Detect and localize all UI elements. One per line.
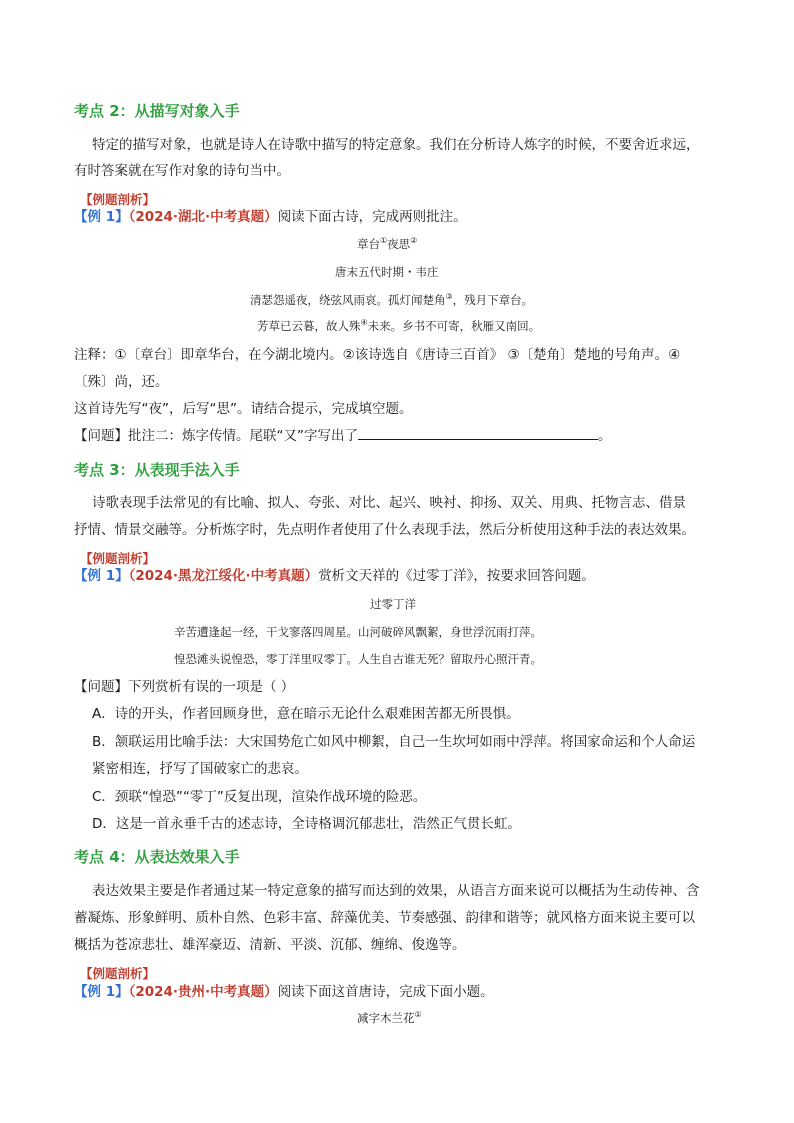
note-line: 注释：①〔章台〕即章华台，在今湖北境内。②该诗选自《唐诗三百首》 ③〔楚角〕楚地的号角声。④ (74, 347, 681, 363)
example-source: （2024·黑龙江绥化·中考真题） (128, 568, 319, 584)
paragraph-line: 蓄凝炼、形象鲜明、质朴自然、色彩丰富、辞藻优美、节奏感强、韵律和谐等；就风格方面来说主要可以 (74, 910, 695, 926)
poem-title: 章台①夜思② (357, 236, 418, 251)
option-b-continued: 紧密相连，抒写了国破家亡的悲哀。 (92, 761, 308, 777)
case-analysis-label: 【例题剖析】 (80, 192, 156, 207)
example-text: 赏析文天祥的《过零丁洋》，按要求回答问题。 (318, 568, 595, 584)
example-text: 阅读下面古诗，完成两则批注。 (277, 209, 467, 225)
note-line: 〔殊〕尚，还。 (74, 374, 169, 390)
paragraph-line: 诗歌表现手法常见的有比喻、拟人、夸张、对比、起兴、映衬、抑扬、双关、用典、托物言志、借景 (92, 495, 686, 511)
poem-title: 过零丁洋 (370, 597, 416, 611)
paragraph-line: 特定的描写对象，也就是诗人在诗歌中描写的特定意象。我们在分析诗人炼字的时候，不要舍近求远， (92, 137, 700, 153)
poem-title: 减字木兰花① (357, 1010, 422, 1025)
option-b[interactable]: B．颔联运用比喻手法：大宋国势危亡如风中柳絮，自己一生坎坷如雨中浮萍。将国家命运和个人命运 (92, 734, 696, 750)
answer-blank[interactable] (358, 427, 598, 440)
option-d[interactable]: D．这是一首永垂千古的述志诗，全诗格调沉郁悲壮，浩然正气贯长虹。 (92, 816, 521, 832)
example-text: 阅读下面这首唐诗，完成下面小题。 (277, 984, 494, 1000)
poem-author: 唐末五代时期・韦庄 (335, 265, 439, 279)
example-number: 【例 1】 (74, 984, 129, 1000)
paragraph-line: 概括为苍凉悲壮、雄浑豪迈、清新、平淡、沉郁、缠绵、俊逸等。 (74, 937, 466, 953)
example-line (74, 566, 595, 586)
poem-line: 辛苦遭逢起一经，干戈寥落四周星。山河破碎风飘絮，身世浮沉雨打萍。 (174, 625, 542, 639)
paragraph-line: 抒情、情景交融等。分析炼字时，先点明作者使用了什么表现手法，然后分析使用这种手法的表达效果。 (74, 522, 695, 538)
example-number: 【例 1】 (74, 568, 129, 584)
example-source: （2024·贵州·中考真题） (128, 984, 278, 1000)
example-line (74, 982, 494, 1002)
section-heading-3: 考点 3：从表现手法入手 (74, 461, 240, 479)
paragraph-line: 表达效果主要是作者通过某一特定意象的描写而达到的效果，从语言方面来说可以概括为生动传神、含 (92, 883, 700, 899)
paragraph-line: 有时答案就在写作对象的诗句当中。 (74, 163, 290, 179)
poem-line: 清瑟怨遥夜，绕弦风雨哀。孤灯闻楚角③，残月下章台。 (250, 292, 534, 307)
question-line: 【问题】批注二：炼字传情。尾联“又”字写出了 。 (74, 428, 612, 444)
note-line: 这首诗先写“夜”，后写“思”。请结合提示，完成填空题。 (74, 401, 413, 417)
case-analysis-label: 【例题剖析】 (80, 966, 156, 981)
section-heading-4: 考点 4：从表达效果入手 (74, 848, 240, 866)
option-c[interactable]: C．颈联“惶恐”“零丁”反复出现，渲染作战环境的险恶。 (92, 789, 427, 805)
section-heading-2: 考点 2：从描写对象入手 (74, 102, 240, 120)
poem-line: 芳草已云暮，故人殊④未来。乡书不可寄，秋雁又南回。 (257, 318, 541, 333)
example-source: （2024·湖北·中考真题） (128, 209, 278, 225)
example-number: 【例 1】 (74, 209, 129, 225)
option-a[interactable]: A．诗的开头，作者回顾身世，意在暗示无论什么艰难困苦都无所畏惧。 (92, 706, 520, 722)
example-line (74, 207, 467, 227)
poem-line: 惶恐滩头说惶恐，零丁洋里叹零丁。人生自古谁无死？留取丹心照汗青。 (174, 652, 542, 666)
question-line: 【问题】下列赏析有误的一项是（ ） (74, 679, 295, 695)
case-analysis-label: 【例题剖析】 (80, 551, 156, 566)
